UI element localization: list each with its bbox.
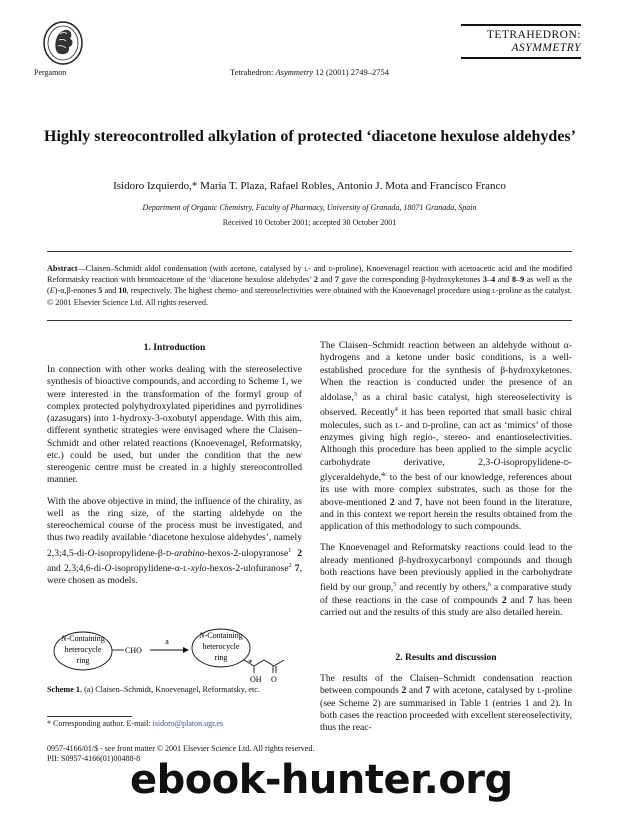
compound-number: 5 — [98, 286, 103, 296]
compound-number: 3 — [482, 275, 487, 285]
text-run: -proline (see Scheme 2) are summarised in Table 1 (entries 1 and 2). In both cases the reaction proceeded with excellent stereoselectivity, thus the reac- — [320, 685, 572, 733]
pii-line: PII: S0957-4166(01)00488-8 — [47, 754, 141, 763]
text-run: as a chiral basic catalyst, high stereoselectivity is observed. Recently — [320, 392, 572, 419]
text-run: a comparative study of these reactions in the case of compounds — [320, 582, 572, 606]
text-run: arabino — [174, 547, 205, 559]
abstract-text: - and — [308, 264, 329, 273]
pergamon-logo — [42, 20, 84, 66]
text-run: O — [104, 563, 112, 575]
text-run: has been carried out and the results of this study are also detailed herein. — [320, 594, 573, 618]
compound-number: 2 — [297, 547, 302, 559]
abstract-text: E — [49, 286, 55, 296]
caption-label: Scheme 1. — [47, 685, 83, 694]
corresponding-author-note — [47, 719, 223, 728]
compound-number: 2 — [313, 275, 319, 285]
paragraph — [320, 673, 572, 734]
abstract-text: – — [486, 275, 492, 285]
reference-number: 3 — [353, 392, 357, 398]
watermark-text: ebook-hunter.org — [130, 757, 513, 803]
text-run: -glyceraldehyde, — [320, 456, 572, 484]
left-column — [47, 364, 302, 597]
abstract-bottom-rule — [47, 320, 572, 321]
footnote-text: * Corresponding author. E-mail: — [47, 719, 153, 728]
abstract-text: l — [304, 264, 309, 273]
abstract-label: Abstract — [47, 264, 78, 273]
text-run: -isopropylidene- — [500, 456, 564, 468]
text-run: and 2,3;4,6-di- — [47, 563, 105, 575]
text-run: - — [171, 547, 175, 559]
scheme-stereocentre-star: * — [248, 658, 253, 668]
text-run: The Claisen–Schmidt reaction between an aldehyde without α-hydrogens and a ketone under basic conditions, is a well-established procedure for the synthesis of β-hydroxyketones. When the reaction is conducted under the presence of an aldolase, — [320, 340, 572, 404]
reference-number: 6 — [487, 582, 491, 589]
journal-prefix: Tetrahedron: — [230, 67, 276, 77]
compound-number: 7 — [415, 496, 420, 508]
article-title: Highly stereocontrolled alkylation of protected ‘diacetone hexulose aldehydes’ — [44, 128, 576, 145]
scheme-box1-line1: N-Containing — [61, 634, 105, 643]
reference-number: 2 — [288, 562, 292, 569]
text-run: l — [537, 685, 542, 697]
paragraph — [47, 496, 302, 588]
compound-number: 7 — [528, 594, 534, 606]
brand-line-2: ASYMMETRY — [511, 42, 581, 54]
journal-brand — [461, 24, 581, 59]
text-run: to the best of our knowledge, references about its use with more complex substrates, such as those for the above-mentioned — [320, 472, 572, 508]
paragraph — [320, 340, 572, 533]
author-affiliation: Department of Organic Chemistry, Faculty of Pharmacy, University of Granada, 18071 Granada, Spain — [142, 203, 477, 212]
text-run: - — [187, 563, 191, 575]
text-run: and — [394, 496, 416, 508]
paragraph — [320, 542, 572, 619]
reference-number: 5 — [393, 582, 397, 589]
scheme-oh-label: OH — [250, 675, 262, 684]
compound-number: 8 — [511, 275, 517, 285]
abstract-text: , respectively. The highest chemo- and stereoselectivities were obtained with the Knoevenagel procedure using — [126, 286, 493, 296]
compound-number: 7 — [425, 685, 431, 697]
scheme-box2-line2: heterocycle — [202, 642, 240, 651]
article-authors: Isidoro Izquierdo,* María T. Plaza, Rafael Robles, Antonio J. Mota and Francisco Franco — [113, 180, 506, 192]
compound-number: 7 — [294, 563, 300, 575]
text-run: -proline, can act as ‘mimics’ of those enzymes giving high regio-, stereo- and enantioselectivities. Although this procedure has been applied to the simple acyclic carbohydrate derivative, 2,3- — [320, 419, 573, 468]
scheme-box2-line1: N-Containing — [199, 631, 243, 640]
compound-number: 7 — [334, 275, 339, 285]
abstract-text: and — [102, 286, 119, 296]
compound-number: 10 — [118, 286, 127, 296]
text-run: The results of the Claisen–Schmidt condensation reaction between compounds — [320, 673, 572, 697]
journal-name: Asymmetry — [275, 67, 314, 77]
scheme-box1-line3: ring — [76, 656, 90, 665]
text-run: and recently by others, — [396, 582, 488, 594]
abstract-text: l — [492, 286, 496, 296]
section-heading-introduction: 1. Introduction — [143, 342, 206, 353]
journal-citation — [0, 67, 619, 77]
author-email-link[interactable]: isidoro@platon.ugr.es — [152, 719, 224, 728]
abstract-text: )-α,β-enones — [54, 286, 99, 296]
right-column-results — [320, 673, 572, 743]
text-run: With the above objective in mind, the influence of the chirality, as well as the ring size, of the starting aldehyde on the stereochemical course of the process must be investigated, and thus two readily available ‘diacetone hexulose aldehydes’, namely 2,3;4,5-di- — [47, 495, 302, 559]
text-run: O — [87, 547, 95, 559]
text-run: -isopropylidene-β- — [94, 547, 166, 559]
compound-number: 4 — [491, 275, 496, 285]
front-matter-line: 0957-4166/01/$ - see front matter © 2001 Elsevier Science Ltd. All rights reserved. — [47, 744, 315, 753]
abstract-text: and — [318, 275, 335, 285]
publisher-name: Pergamon — [34, 68, 67, 77]
text-run: it has been reported that small basic chiral molecules, such as — [320, 407, 572, 431]
text-run: -hexos-2-ulopyranose — [204, 547, 289, 559]
scheme-o-label: O — [271, 675, 277, 684]
text-run: The Knoevenagel and Reformatsky reactions could lead to the already mentioned β-hydroxycarbonyl compounds and though both reactions have been previously applied in the carbohydrate field by our group, — [320, 542, 572, 594]
text-run: -isopropylidene-α- — [111, 563, 184, 575]
text-run: d — [563, 456, 569, 468]
text-run: -hexos-2-ulofuranose — [206, 563, 289, 575]
abstract-text: -proline), Knoevenagel reaction with acetoacetic acid and the modified Reformatsky reaction with bromoacetone of the ‘diacetone hexulose aldehydes’ — [47, 264, 572, 285]
compound-number: 2 — [389, 496, 395, 508]
text-run: l — [183, 563, 188, 575]
text-run: d — [165, 547, 172, 559]
compound-number: 9 — [520, 275, 525, 285]
footnote-rule — [47, 716, 132, 717]
abstract-text: d — [328, 264, 333, 273]
text-run: and — [506, 594, 529, 606]
abstract — [47, 263, 572, 308]
abstract-text: and — [495, 275, 512, 285]
text-run: xylo — [190, 563, 207, 575]
scheme-box2-line3: ring — [214, 653, 228, 662]
journal-volume: 12 (2001) 2749–2754 — [313, 67, 389, 77]
abstract-text: —Claisen–Schmidt aldol condensation (with acetone, catalysed by — [77, 264, 305, 273]
compound-number: 2 — [501, 594, 507, 606]
abstract-text: – — [516, 275, 521, 285]
received-dates: Received 10 October 2001; accepted 30 October 2001 — [222, 218, 397, 227]
scheme-cho-label: CHO — [125, 646, 142, 655]
text-run: d — [422, 419, 428, 431]
scheme-arrow-label: a — [165, 637, 169, 646]
text-run: l — [395, 419, 400, 431]
text-run: and — [406, 685, 426, 697]
abstract-text: gave the corresponding β-hydroxyketones — [338, 275, 483, 285]
text-run: , were chosen as models. — [47, 563, 302, 587]
abstract-text: -proline as the catalyst. © 2001 Elsevier Science Ltd. All rights reserved. — [47, 286, 573, 307]
reference-number: 4 — [394, 407, 398, 414]
scheme-1-caption — [47, 684, 302, 695]
right-column — [320, 340, 572, 628]
section-heading-results: 2. Results and discussion — [395, 652, 497, 663]
reference-number: 1 — [288, 547, 292, 554]
paragraph: In connection with other works dealing with the stereoselective synthesis of bioactive compounds, and according to Scheme 1, we were interested in the transformation of the formyl group of complex protected polyhydroxylated piperidines and pyrrolidines (azasugars) into 1-hydroxy-3-oxobutyl appendage. With this aim, different synthetic strategies were envisaged where the Claisen–Schmidt and other related reactions (Knoevenagel, Reformatsky, etc.) could be used, but under the condition that the new stereogenic centre must be created in a highly stereocontrolled manner. — [47, 364, 302, 486]
text-run: O — [493, 456, 501, 468]
abstract-text: as well as the ( — [47, 275, 572, 296]
text-run: , have not been found in the literature, and in this context we report herein the results obtained from the application of this methodology to such compounds. — [320, 496, 573, 533]
compound-number: 2 — [401, 685, 407, 697]
scheme-1-diagram — [47, 626, 302, 684]
scheme-box1-line2: heterocycle — [64, 645, 102, 654]
reference-number: 4c — [381, 471, 387, 478]
abstract-top-rule — [47, 251, 572, 252]
text-run: with acetone, catalysed by — [430, 685, 538, 697]
brand-line-1: TETRAHEDRON: — [486, 29, 581, 41]
text-run: - and — [399, 419, 423, 431]
caption-text: (a) Claisen–Schmidt, Knoevenagel, Reformatsky, etc. — [82, 685, 260, 694]
